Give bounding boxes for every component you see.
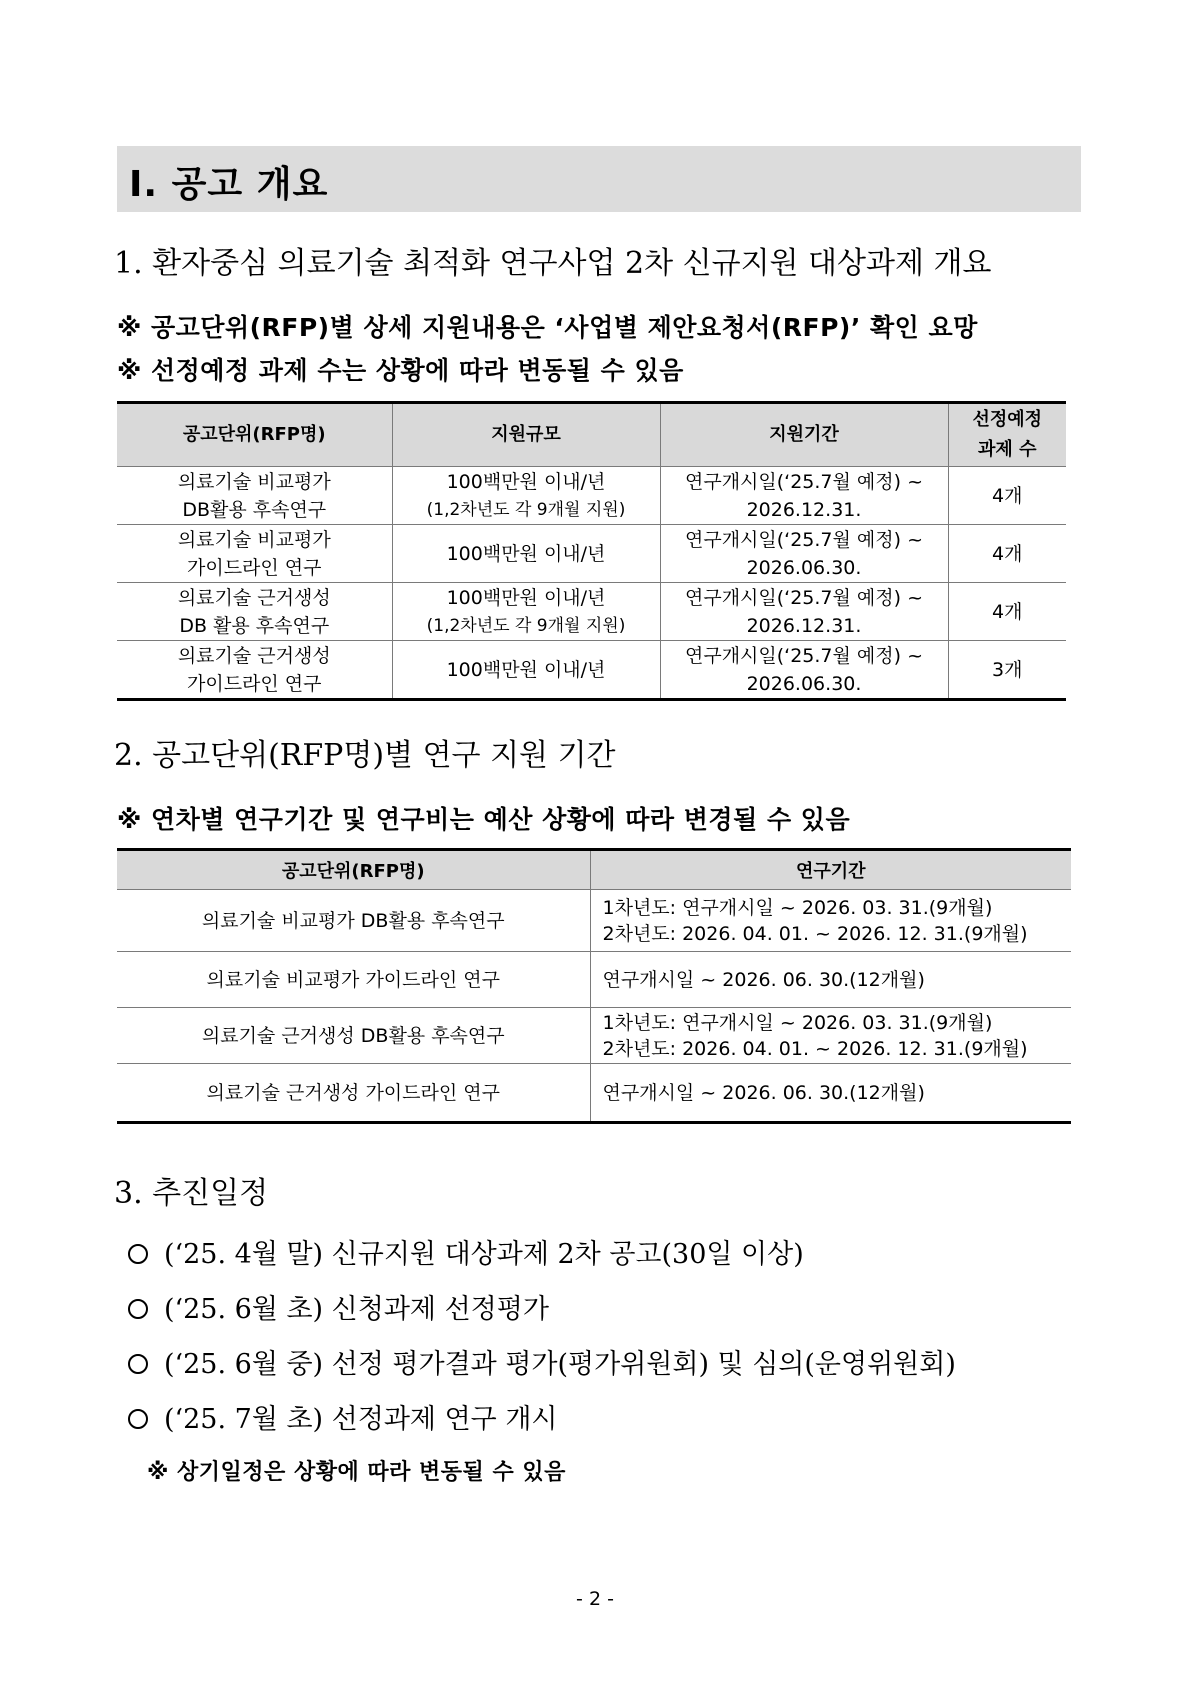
period-line1: 연구개시일 ~ 2026. 06. 30.(12개월)	[602, 968, 925, 991]
table-header-row	[117, 850, 1071, 890]
period-cell	[660, 583, 948, 641]
period-line1: 연구개시일(‘25.7월 예정) ~	[684, 586, 923, 609]
scale-cell	[392, 583, 660, 641]
rfp-name-cell	[117, 583, 392, 641]
circle-bullet-icon	[128, 1244, 148, 1264]
rfp-name-line1: 의료기술 비교평가	[177, 470, 331, 493]
period-line2: 2026.12.31.	[746, 614, 862, 637]
scale-line1: 100백만원 이내/년	[446, 542, 606, 565]
period-line2: 2026.06.30.	[746, 672, 862, 695]
section-1-title: 1. 환자중심 의료기술 최적화 연구사업 2차 신규지원 대상과제 개요	[114, 246, 992, 281]
section-2-title: 2. 공고단위(RFP명)별 연구 지원 기간	[114, 738, 616, 773]
schedule-item	[128, 1287, 549, 1326]
period-line1: 1차년도: 연구개시일 ~ 2026. 03. 31.(9개월)	[602, 1011, 993, 1034]
chapter-header-bar	[117, 146, 1081, 212]
rfp-name-cell: 의료기술 근거생성 DB활용 후속연구	[117, 1008, 590, 1064]
schedule-item-text: (‘25. 6월 중) 선정 평가결과 평가(평가위원회) 및 심의(운영위원회)	[164, 1349, 956, 1380]
page-number: - 2 -	[576, 1588, 614, 1610]
period-cell	[660, 641, 948, 700]
circle-bullet-icon	[128, 1409, 148, 1429]
period-line2: 2차년도: 2026. 04. 01. ~ 2026. 12. 31.(9개월)	[602, 922, 1028, 945]
schedule-item	[128, 1342, 956, 1381]
rfp-name-cell: 의료기술 비교평가 DB활용 후속연구	[117, 890, 590, 952]
period-line2: 2026.06.30.	[746, 556, 862, 579]
scale-line1: 100백만원 이내/년	[446, 470, 606, 493]
rfp-name-line2: DB 활용 후속연구	[179, 614, 330, 637]
rfp-name-line1: 의료기술 근거생성	[177, 586, 331, 609]
period-cell	[660, 525, 948, 583]
table-header-row	[117, 403, 1066, 467]
period-line1: 연구개시일(‘25.7월 예정) ~	[684, 470, 923, 493]
period-line2: 2026.12.31.	[746, 498, 862, 521]
schedule-item-text: (‘25. 7월 초) 선정과제 연구 개시	[164, 1404, 558, 1435]
count-cell: 4개	[948, 525, 1066, 583]
scale-cell	[392, 467, 660, 525]
rfp-name-cell: 의료기술 근거생성 가이드라인 연구	[117, 1064, 590, 1123]
rfp-name-line1: 의료기술 근거생성	[177, 644, 331, 667]
rfp-name-cell: 의료기술 비교평가 가이드라인 연구	[117, 952, 590, 1008]
header-support-period: 지원기간	[660, 403, 948, 467]
target-project-table	[117, 401, 1066, 701]
table-row	[117, 467, 1066, 525]
scale-line1: 100백만원 이내/년	[446, 586, 606, 609]
scale-cell	[392, 641, 660, 700]
table-row	[117, 641, 1066, 700]
rfp-name-cell	[117, 641, 392, 700]
rfp-name-line1: 의료기술 비교평가	[177, 528, 331, 551]
period-cell	[660, 467, 948, 525]
schedule-item-text: (‘25. 6월 초) 신청과제 선정평가	[164, 1294, 549, 1325]
table-row	[117, 525, 1066, 583]
period-cell	[590, 952, 1071, 1008]
header-selection-count-line1: 선정예정	[972, 409, 1043, 430]
table-row	[117, 1008, 1071, 1064]
table-row	[117, 583, 1066, 641]
header-support-scale: 지원규모	[392, 403, 660, 467]
section-2-note: ※ 연차별 연구기간 및 연구비는 예산 상황에 따라 변경될 수 있음	[117, 805, 851, 834]
section-1-note-count: ※ 선정예정 과제 수는 상황에 따라 변동될 수 있음	[117, 356, 684, 385]
schedule-item	[128, 1397, 558, 1436]
count-cell: 4개	[948, 583, 1066, 641]
period-line1: 연구개시일(‘25.7월 예정) ~	[684, 528, 923, 551]
period-line1: 1차년도: 연구개시일 ~ 2026. 03. 31.(9개월)	[602, 896, 993, 919]
period-cell	[590, 1008, 1071, 1064]
header-selection-count	[948, 403, 1066, 467]
period-line1: 연구개시일(‘25.7월 예정) ~	[684, 644, 923, 667]
scale-line2: (1,2차년도 각 9개월 지원)	[426, 499, 626, 520]
section-3-title: 3. 추진일정	[114, 1176, 269, 1211]
rfp-name-line2: DB활용 후속연구	[182, 498, 327, 521]
schedule-note: ※ 상기일정은 상황에 따라 변동될 수 있음	[147, 1460, 566, 1485]
header-research-period: 연구기간	[590, 850, 1071, 890]
circle-bullet-icon	[128, 1299, 148, 1319]
table-row	[117, 890, 1071, 952]
schedule-item	[128, 1232, 804, 1271]
rfp-name-cell	[117, 525, 392, 583]
header-rfp-name: 공고단위(RFP명)	[117, 403, 392, 467]
schedule-item-text: (‘25. 4월 말) 신규지원 대상과제 2차 공고(30일 이상)	[164, 1239, 804, 1270]
period-line2: 2차년도: 2026. 04. 01. ~ 2026. 12. 31.(9개월)	[602, 1037, 1028, 1060]
rfp-name-cell	[117, 467, 392, 525]
period-cell	[590, 1064, 1071, 1123]
header-rfp-name: 공고단위(RFP명)	[117, 850, 590, 890]
scale-line1: 100백만원 이내/년	[446, 658, 606, 681]
count-cell: 4개	[948, 467, 1066, 525]
table-row	[117, 952, 1071, 1008]
scale-line2: (1,2차년도 각 9개월 지원)	[426, 615, 626, 636]
section-1-note-rfp: ※ 공고단위(RFP)별 상세 지원내용은 ‘사업별 제안요청서(RFP)’ 확인 요망	[117, 313, 978, 342]
period-line1: 연구개시일 ~ 2026. 06. 30.(12개월)	[602, 1081, 925, 1104]
chapter-title: Ⅰ. 공고 개요	[129, 164, 329, 205]
scale-cell	[392, 525, 660, 583]
table-row	[117, 1064, 1071, 1123]
rfp-name-line2: 가이드라인 연구	[186, 672, 322, 695]
count-cell: 3개	[948, 641, 1066, 700]
header-selection-count-line2: 과제 수	[978, 439, 1037, 460]
research-period-table	[117, 848, 1071, 1124]
circle-bullet-icon	[128, 1354, 148, 1374]
rfp-name-line2: 가이드라인 연구	[186, 556, 322, 579]
period-cell	[590, 890, 1071, 952]
